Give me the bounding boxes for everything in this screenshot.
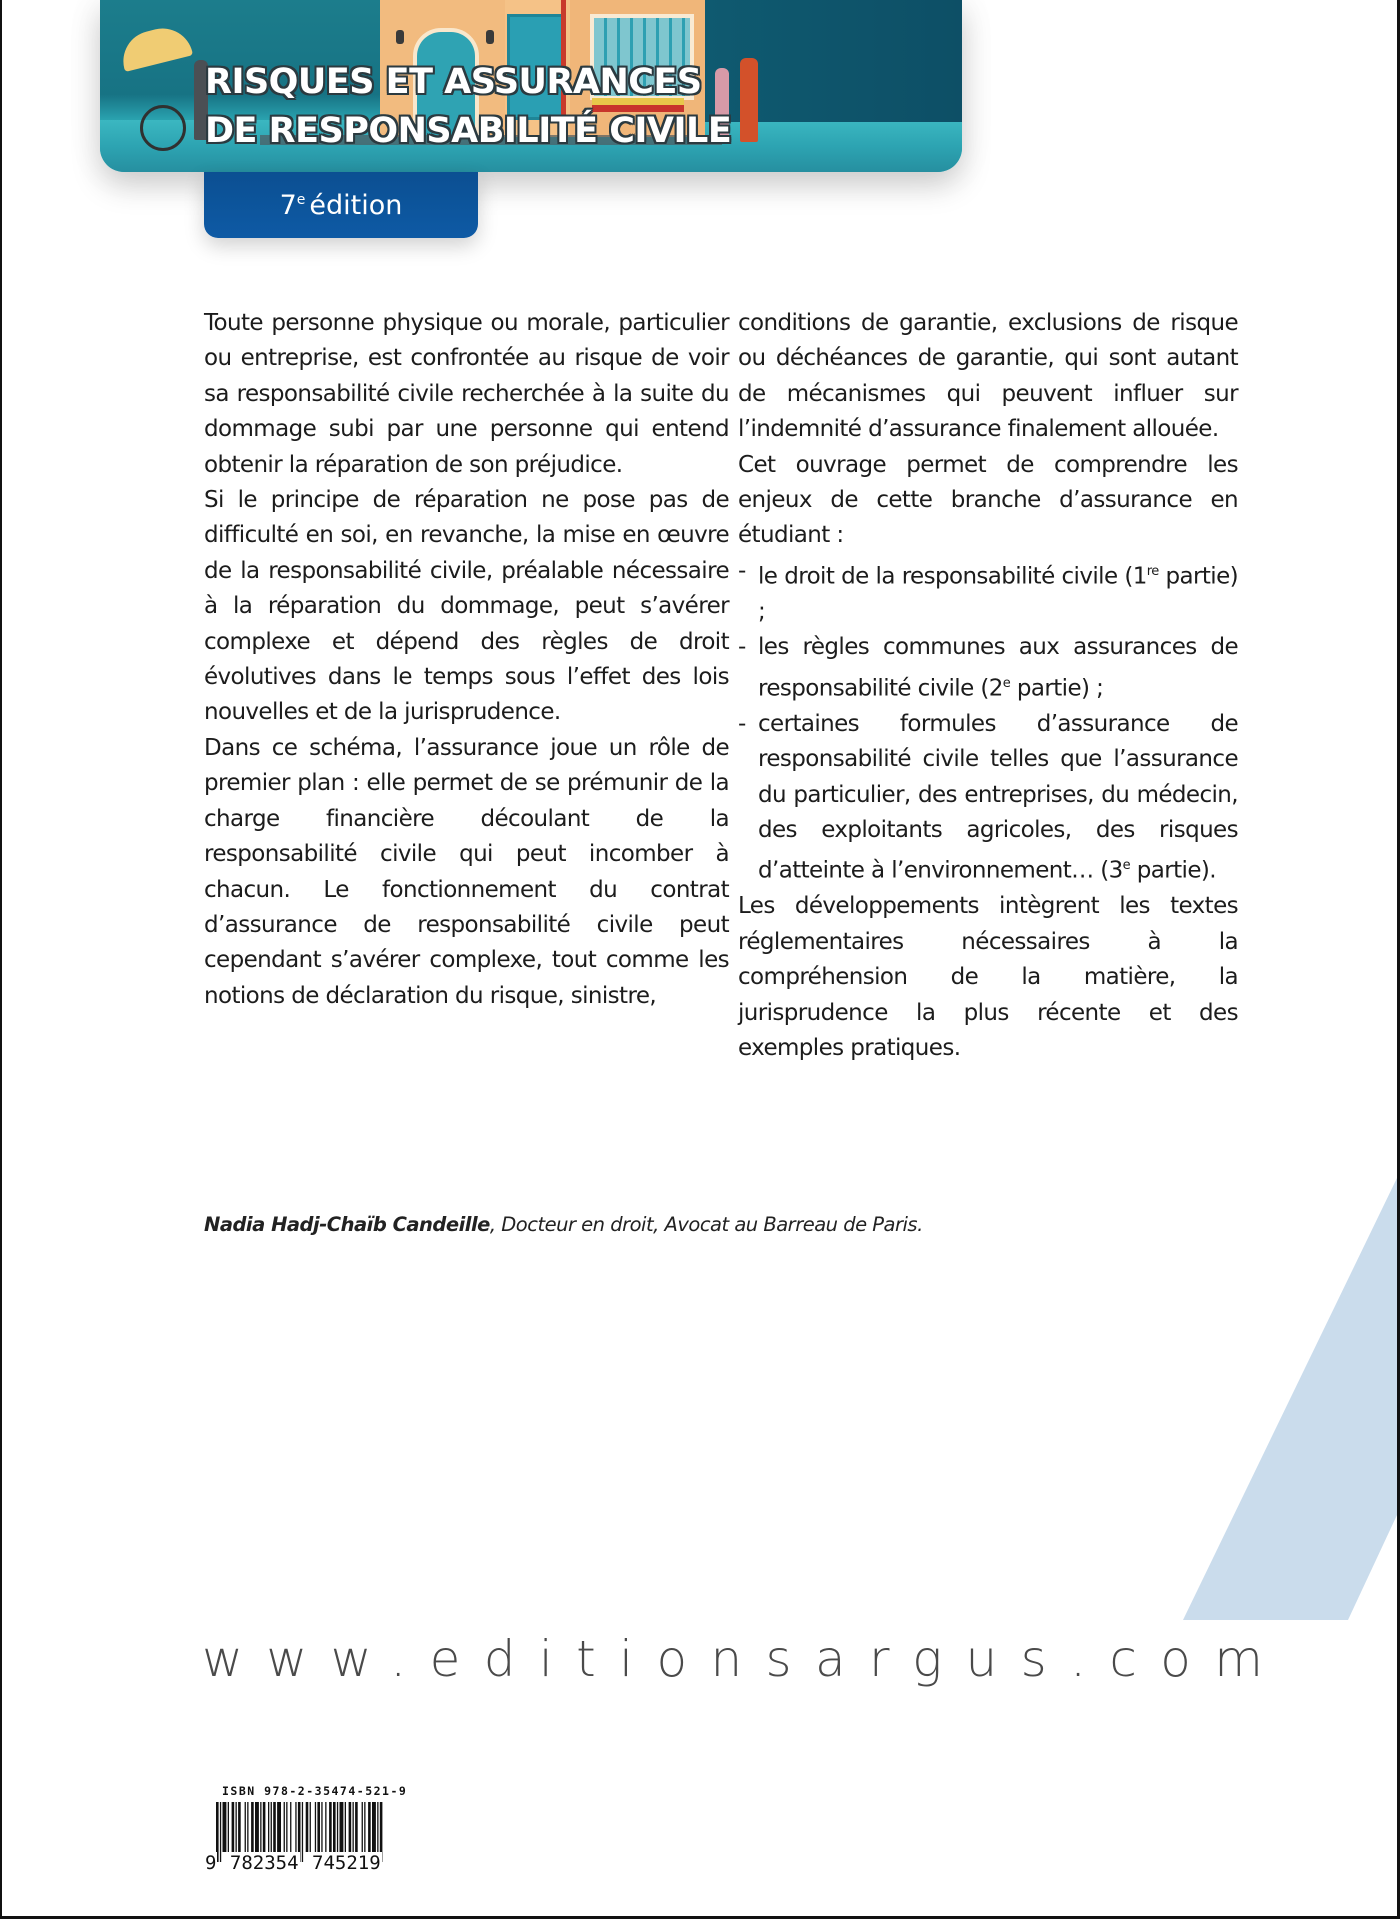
barcode-bar: [238, 1802, 241, 1852]
barcode-bar: [245, 1802, 246, 1852]
list-item-sup: re: [1146, 563, 1159, 579]
paragraph: Dans ce schéma, l’assurance joue un rôle de premier plan : elle permet de se prémunir de la charge financière découlant de la responsabilité civile qui peut incomber à chacun. Le fonctionnement du contrat d’assurance de responsabilité civile peut cependant s’avérer complexe, tout comme les notions de déclaration du risque, sinistre,: [204, 734, 729, 1009]
list-item-sup: e: [1002, 675, 1011, 691]
edition-badge: [204, 172, 478, 238]
barcode-bar: [273, 1802, 276, 1852]
barcode-bar: [377, 1802, 378, 1852]
barcode-bar: [228, 1802, 229, 1852]
right-text-column: [738, 306, 1238, 1067]
barcode-bar: [353, 1802, 354, 1852]
barcode-bar: [268, 1802, 269, 1852]
title-line-1: RISQUES ET ASSURANCES: [205, 62, 702, 102]
author-line: [204, 1213, 923, 1236]
barcode-bar: [260, 1802, 261, 1852]
wall-lamp: [486, 30, 494, 44]
light-blue-parallelogram: [1183, 1178, 1397, 1620]
barcode-bar: [236, 1802, 237, 1852]
book-title: [205, 58, 731, 156]
barcode-bar: [277, 1802, 281, 1852]
barcode-bar: [286, 1802, 287, 1852]
barcode-bar: [271, 1802, 272, 1852]
barcode-bar: [368, 1802, 371, 1852]
barcode-bar: [295, 1802, 296, 1852]
barcode-bar: [372, 1802, 376, 1852]
barcode-bar: [329, 1802, 332, 1852]
isbn-digits: [204, 1852, 382, 1874]
barcode-bar: [345, 1802, 346, 1852]
list-item-text: les règles communes aux assurances de responsabilité civile (2: [758, 634, 1238, 702]
barcode-bar: [310, 1802, 311, 1852]
barcode-bar: [315, 1802, 316, 1852]
barcode-bar: [306, 1802, 309, 1852]
barcode-bar: [263, 1802, 266, 1852]
barcode-bar: [247, 1802, 248, 1852]
barcode-bar: [364, 1802, 365, 1852]
edition-label: édition: [309, 189, 403, 221]
wall-lamp: [396, 30, 404, 44]
parts-list: [738, 554, 1238, 890]
list-item-text: le droit de la responsabilité civile (1: [758, 563, 1147, 590]
isbn-label: ISBN 978-2-35474-521-9: [222, 1784, 408, 1798]
barcode-bar: [340, 1802, 344, 1852]
barcode-bar: [251, 1802, 254, 1852]
barcode-bar: [232, 1802, 235, 1852]
barcode-bar: [337, 1802, 338, 1852]
barcode-bar: [333, 1802, 336, 1852]
left-text-column: [204, 306, 729, 1014]
list-item: [738, 707, 1238, 890]
list-item: [738, 554, 1238, 630]
barcode-bar: [325, 1802, 326, 1852]
barcode-bar: [349, 1802, 352, 1852]
paragraph: Si le principe de réparation ne pose pas de difficulté en soi, en revanche, la mise en œuvre de la responsabilité civile, préalable nécessaire à la réparation du dommage, peut s’avérer complexe et dépend des règles de droit évolutives dans le temps sous l’effet des lois nouvelles et de la jurisprudence.: [204, 487, 729, 726]
paragraph: Les développements intègrent les textes réglementaires nécessaires à la compréhension de la matière, la jurisprudence la plus récente et des exemples pratiques.: [738, 893, 1238, 1062]
edition-superscript: e: [296, 192, 306, 208]
publisher-website-link[interactable]: www.editionsargus.com: [202, 1630, 1287, 1688]
list-item-tail: partie) ;: [1010, 675, 1104, 702]
barcode-bar: [362, 1802, 363, 1852]
author-credentials: , Docteur en droit, Avocat au Barreau de Paris.: [489, 1213, 923, 1236]
paragraph: Toute personne physique ou morale, particulier ou entreprise, est confrontée au risque de voir sa responsabilité civile recherchée à la suite du dommage subi par une personne qui entend obtenir la réparation de son préjudice.: [204, 310, 729, 478]
list-item: [738, 630, 1238, 706]
list-item-tail: partie).: [1130, 858, 1216, 885]
list-item-text: certaines formules d’assurance de responsabilité civile telles que l’assurance du particulier, des entreprises, du médecin, des exploitants agricoles, des risques d’atteinte à l’environnement… (3: [758, 710, 1238, 885]
author-name: Nadia Hadj-Chaïb Candeille: [204, 1213, 490, 1236]
list-item-tail: partie) ;: [758, 563, 1238, 625]
wheel-figure: [140, 105, 186, 151]
barcode-bar: [317, 1802, 320, 1852]
paragraph: Cet ouvrage permet de comprendre les enjeux de cette branche d’assurance en étudiant :: [738, 451, 1238, 549]
barcode-bar: [355, 1802, 358, 1852]
person-figure: [740, 58, 758, 142]
barcode-bar: [290, 1802, 291, 1852]
list-item-sup: e: [1122, 858, 1131, 874]
isbn-group-2: 745219: [312, 1852, 381, 1874]
title-line-2: DE RESPONSABILITÉ CIVILE: [205, 111, 732, 151]
barcode-bar: [223, 1802, 227, 1852]
barcode-bar: [321, 1802, 322, 1852]
isbn-first-digit: 9: [205, 1852, 217, 1874]
barcode-bar: [255, 1802, 259, 1852]
umbrella-figure: [117, 22, 193, 72]
edition-number: 7: [279, 189, 297, 221]
isbn-group-1: 782354: [229, 1852, 299, 1874]
paragraph: conditions de garantie, exclusions de risque ou déchéances de garantie, qui sont autant de mécanismes qui peuvent influer sur l’indemnité d’assurance finalement allouée.: [738, 310, 1238, 443]
barcode-bar: [284, 1802, 285, 1852]
